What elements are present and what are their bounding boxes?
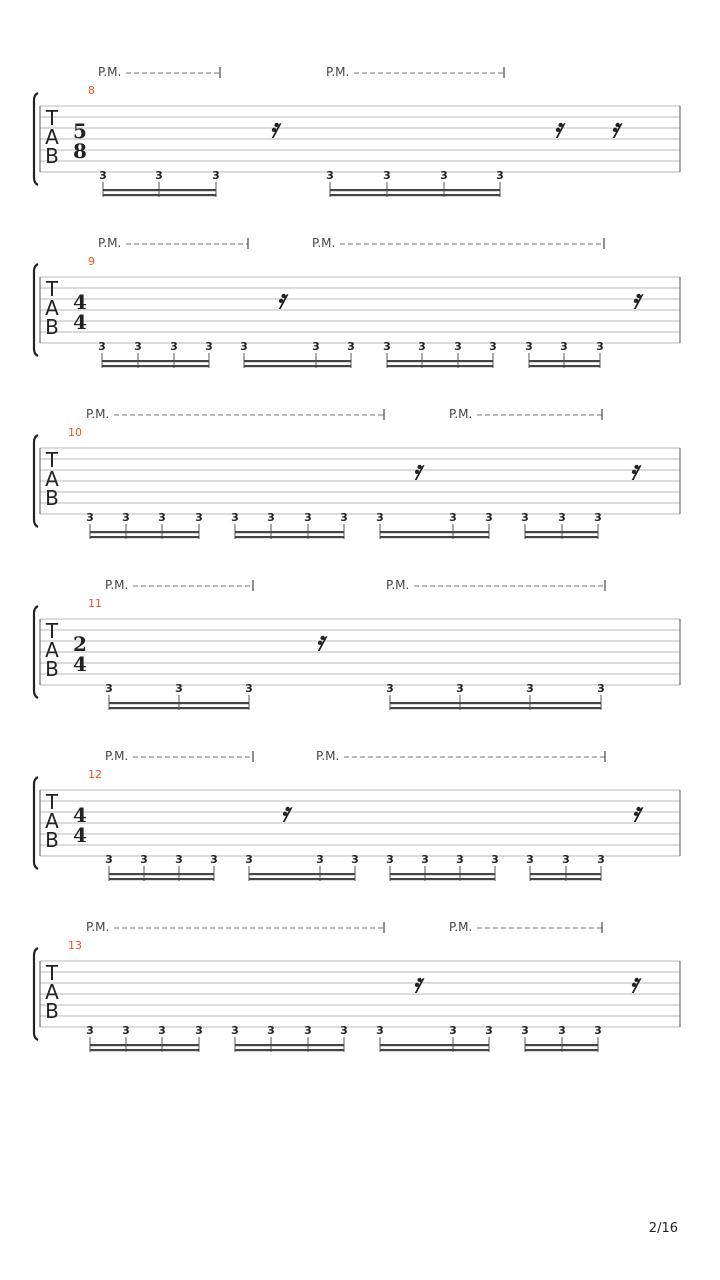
measure-number: 8 <box>88 84 95 97</box>
beam-secondary <box>102 365 209 367</box>
measure-number: 13 <box>68 939 82 952</box>
beam-secondary <box>235 536 344 538</box>
tab-clef-letter: T <box>45 790 59 814</box>
sixteenth-rest: 𝄿 <box>277 285 285 315</box>
beam-secondary <box>249 878 355 880</box>
sixteenth-rest: 𝄿 <box>270 114 278 144</box>
system-bracket <box>34 93 38 185</box>
fret-number: 3 <box>240 340 248 353</box>
measure-number: 12 <box>88 768 102 781</box>
sixteenth-rest: 𝄿 <box>630 456 638 486</box>
system-bracket <box>34 948 38 1040</box>
tab-clef-letter: B <box>45 657 59 681</box>
sixteenth-rest: 𝄿 <box>554 114 562 144</box>
sixteenth-rest: 𝄿 <box>611 114 619 144</box>
beam-secondary <box>387 365 493 367</box>
fret-number: 3 <box>596 340 604 353</box>
beam-secondary <box>103 194 216 196</box>
time-signature-denominator: 4 <box>73 652 87 676</box>
fret-number: 3 <box>86 511 94 524</box>
beam-primary <box>102 360 209 362</box>
fret-number: 3 <box>86 1024 94 1037</box>
fret-number: 3 <box>122 511 130 524</box>
beam-primary <box>90 1044 199 1046</box>
sixteenth-rest: 𝄿 <box>281 798 289 828</box>
fret-number: 3 <box>347 340 355 353</box>
fret-number: 3 <box>231 511 239 524</box>
palm-mute-label: P.M. <box>386 578 410 592</box>
fret-number: 3 <box>326 169 334 182</box>
tab-clef-letter: T <box>45 619 59 643</box>
beam-primary <box>529 360 600 362</box>
beam-secondary <box>235 1049 344 1051</box>
fret-number: 3 <box>386 682 394 695</box>
fret-number: 3 <box>312 340 320 353</box>
beam-primary <box>530 873 601 875</box>
beam-primary <box>387 360 493 362</box>
fret-number: 3 <box>421 853 429 866</box>
fret-number: 3 <box>597 853 605 866</box>
beam-primary <box>380 531 489 533</box>
beam-primary <box>109 702 249 704</box>
tab-clef-letter: A <box>45 638 59 662</box>
fret-number: 3 <box>456 682 464 695</box>
fret-number: 3 <box>454 340 462 353</box>
fret-number: 3 <box>594 1024 602 1037</box>
fret-number: 3 <box>558 511 566 524</box>
system-bracket <box>34 435 38 527</box>
fret-number: 3 <box>485 511 493 524</box>
time-signature-denominator: 4 <box>73 310 87 334</box>
fret-number: 3 <box>195 1024 203 1037</box>
time-signature-numerator: 4 <box>73 803 87 827</box>
tab-system <box>34 236 680 368</box>
beam-primary <box>109 873 214 875</box>
fret-number: 3 <box>231 1024 239 1037</box>
fret-number: 3 <box>456 853 464 866</box>
fret-number: 3 <box>170 340 178 353</box>
tab-clef-letter: T <box>45 277 59 301</box>
beam-primary <box>390 702 601 704</box>
fret-number: 3 <box>521 511 529 524</box>
fret-number: 3 <box>491 853 499 866</box>
fret-number: 3 <box>525 340 533 353</box>
fret-number: 3 <box>383 169 391 182</box>
fret-number: 3 <box>440 169 448 182</box>
fret-number: 3 <box>351 853 359 866</box>
fret-number: 3 <box>99 169 107 182</box>
fret-number: 3 <box>526 682 534 695</box>
fret-number: 3 <box>245 853 253 866</box>
time-signature-denominator: 8 <box>73 139 87 163</box>
palm-mute-label: P.M. <box>98 65 122 79</box>
palm-mute-label: P.M. <box>105 578 129 592</box>
fret-number: 3 <box>597 682 605 695</box>
fret-number: 3 <box>449 1024 457 1037</box>
tab-clef-letter: B <box>45 999 59 1023</box>
sixteenth-rest: 𝄿 <box>630 969 638 999</box>
fret-number: 3 <box>383 340 391 353</box>
tab-clef-letter: A <box>45 467 59 491</box>
tab-system <box>34 578 680 710</box>
fret-number: 3 <box>562 853 570 866</box>
beam-secondary <box>380 1049 489 1051</box>
fret-number: 3 <box>521 1024 529 1037</box>
tab-clef-letter: A <box>45 980 59 1004</box>
measure-number: 10 <box>68 426 82 439</box>
sixteenth-rest: 𝄿 <box>632 798 640 828</box>
fret-number: 3 <box>158 1024 166 1037</box>
beam-secondary <box>109 878 214 880</box>
beam-primary <box>103 189 216 191</box>
beam-primary <box>90 531 199 533</box>
fret-number: 3 <box>418 340 426 353</box>
beam-secondary <box>90 536 199 538</box>
fret-number: 3 <box>496 169 504 182</box>
beam-primary <box>525 531 598 533</box>
fret-number: 3 <box>175 682 183 695</box>
beam-secondary <box>90 1049 199 1051</box>
fret-number: 3 <box>175 853 183 866</box>
time-signature-denominator: 4 <box>73 823 87 847</box>
fret-number: 3 <box>485 1024 493 1037</box>
beam-secondary <box>109 707 249 709</box>
beam-secondary <box>390 707 601 709</box>
fret-number: 3 <box>304 1024 312 1037</box>
palm-mute-label: P.M. <box>326 65 350 79</box>
beam-secondary <box>330 194 500 196</box>
sixteenth-rest: 𝄿 <box>316 627 324 657</box>
time-signature-numerator: 2 <box>73 632 87 656</box>
fret-number: 3 <box>210 853 218 866</box>
fret-number: 3 <box>140 853 148 866</box>
sixteenth-rest: 𝄿 <box>413 969 421 999</box>
time-signature-numerator: 4 <box>73 290 87 314</box>
fret-number: 3 <box>98 340 106 353</box>
palm-mute-label: P.M. <box>449 407 473 421</box>
tab-clef-letter: B <box>45 486 59 510</box>
fret-number: 3 <box>386 853 394 866</box>
palm-mute-label: P.M. <box>316 749 340 763</box>
fret-number: 3 <box>245 682 253 695</box>
palm-mute-label: P.M. <box>449 920 473 934</box>
tab-clef-letter: T <box>45 106 59 130</box>
fret-number: 3 <box>155 169 163 182</box>
tab-clef-letter: T <box>45 961 59 985</box>
tab-clef-letter: T <box>45 448 59 472</box>
fret-number: 3 <box>105 682 113 695</box>
fret-number: 3 <box>304 511 312 524</box>
fret-number: 3 <box>376 1024 384 1037</box>
time-signature-numerator: 5 <box>73 119 87 143</box>
beam-secondary <box>244 365 351 367</box>
beam-primary <box>244 360 351 362</box>
beam-primary <box>330 189 500 191</box>
measure-number: 11 <box>88 597 102 610</box>
tab-clef-letter: A <box>45 809 59 833</box>
system-bracket <box>34 777 38 869</box>
tab-system <box>34 65 680 197</box>
tab-system <box>34 920 680 1052</box>
fret-number: 3 <box>594 511 602 524</box>
fret-number: 3 <box>340 511 348 524</box>
fret-number: 3 <box>212 169 220 182</box>
fret-number: 3 <box>340 1024 348 1037</box>
fret-number: 3 <box>316 853 324 866</box>
tab-clef-letter: B <box>45 315 59 339</box>
beam-primary <box>249 873 355 875</box>
fret-number: 3 <box>205 340 213 353</box>
palm-mute-label: P.M. <box>86 920 110 934</box>
fret-number: 3 <box>449 511 457 524</box>
tab-clef-letter: B <box>45 828 59 852</box>
tab-clef-letter: B <box>45 144 59 168</box>
palm-mute-label: P.M. <box>86 407 110 421</box>
fret-number: 3 <box>134 340 142 353</box>
beam-secondary <box>530 878 601 880</box>
palm-mute-label: P.M. <box>98 236 122 250</box>
fret-number: 3 <box>122 1024 130 1037</box>
sixteenth-rest: 𝄿 <box>632 285 640 315</box>
beam-primary <box>235 531 344 533</box>
fret-number: 3 <box>267 511 275 524</box>
tab-system <box>34 749 680 881</box>
beam-primary <box>390 873 495 875</box>
tab-clef-letter: A <box>45 125 59 149</box>
sixteenth-rest: 𝄿 <box>413 456 421 486</box>
fret-number: 3 <box>526 853 534 866</box>
fret-number: 3 <box>105 853 113 866</box>
fret-number: 3 <box>560 340 568 353</box>
beam-secondary <box>529 365 600 367</box>
beam-secondary <box>525 1049 598 1051</box>
system-bracket <box>34 264 38 356</box>
fret-number: 3 <box>376 511 384 524</box>
palm-mute-label: P.M. <box>105 749 129 763</box>
page-number: 2/16 <box>648 1221 678 1236</box>
beam-secondary <box>380 536 489 538</box>
fret-number: 3 <box>158 511 166 524</box>
beam-primary <box>380 1044 489 1046</box>
palm-mute-label: P.M. <box>312 236 336 250</box>
beam-secondary <box>390 878 495 880</box>
beam-primary <box>525 1044 598 1046</box>
fret-number: 3 <box>489 340 497 353</box>
beam-primary <box>235 1044 344 1046</box>
measure-number: 9 <box>88 255 95 268</box>
fret-number: 3 <box>558 1024 566 1037</box>
tab-clef-letter: A <box>45 296 59 320</box>
tab-system <box>34 407 680 539</box>
system-bracket <box>34 606 38 698</box>
fret-number: 3 <box>195 511 203 524</box>
fret-number: 3 <box>267 1024 275 1037</box>
beam-secondary <box>525 536 598 538</box>
